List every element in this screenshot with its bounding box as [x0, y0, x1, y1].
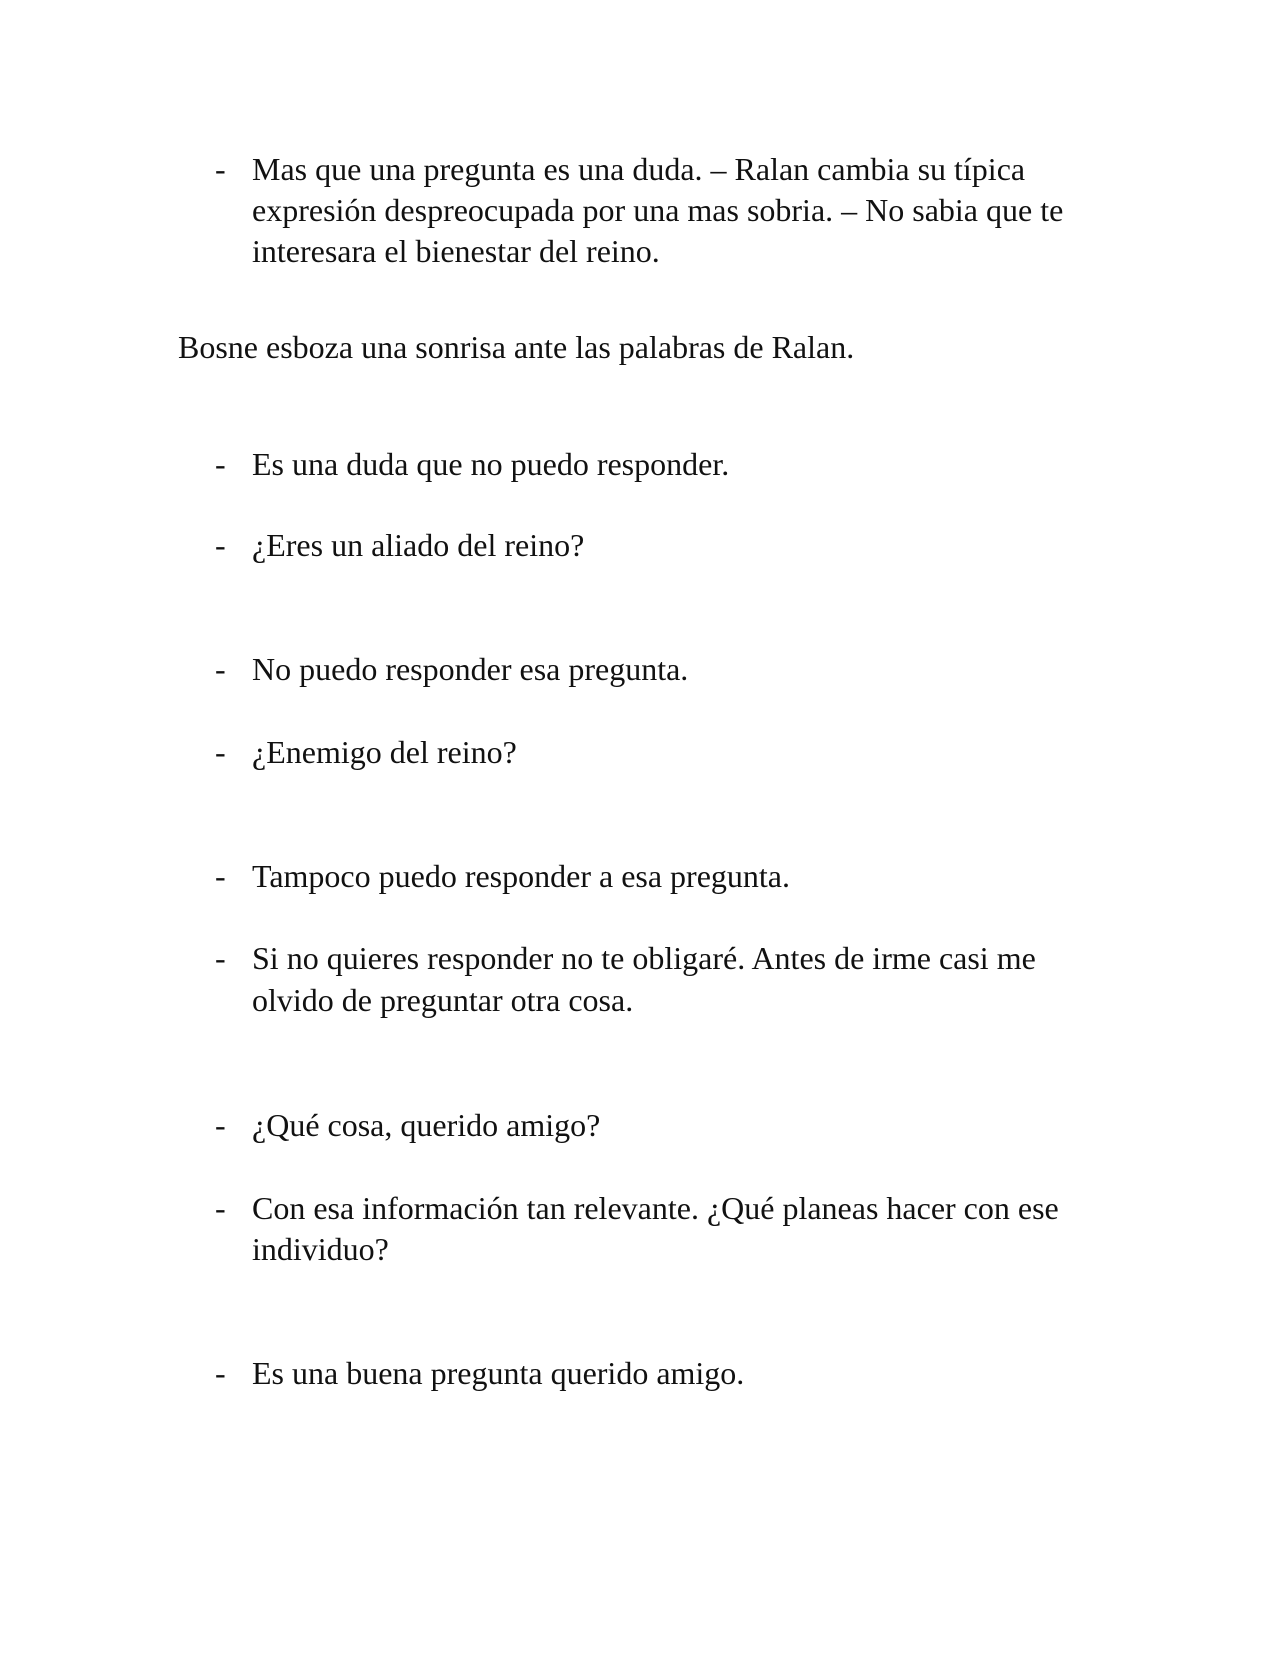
dialogue-line: Si no quieres responder no te obligaré. Antes de irme casi me [252, 940, 1036, 976]
dialogue-dash: - [215, 940, 226, 976]
dialogue-dash: - [215, 527, 226, 563]
dialogue-line: ¿Eres un aliado del reino? [252, 527, 585, 563]
dialogue-dash: - [215, 1190, 226, 1226]
dialogue-dash: - [215, 734, 226, 770]
dialogue-dash: - [215, 1107, 226, 1143]
dialogue-dash: - [215, 651, 226, 687]
dialogue-dash: - [215, 858, 226, 894]
dialogue-line: No puedo responder esa pregunta. [252, 651, 689, 687]
dialogue-line: Mas que una pregunta es una duda. – Ralan cambia su típica [252, 151, 1026, 187]
dialogue-line: ¿Enemigo del reino? [252, 734, 517, 770]
dialogue-line: Es una duda que no puedo responder. [252, 446, 730, 482]
dialogue-line: individuo? [252, 1231, 389, 1267]
dialogue-dash: - [215, 1355, 226, 1391]
dialogue-line: Tampoco puedo responder a esa pregunta. [252, 858, 790, 894]
dialogue-line: ¿Qué cosa, querido amigo? [252, 1107, 601, 1143]
dialogue-line: Con esa información tan relevante. ¿Qué planeas hacer con ese [252, 1190, 1059, 1226]
dialogue-line: olvido de preguntar otra cosa. [252, 982, 634, 1018]
dialogue-line: interesara el bienestar del reino. [252, 233, 660, 269]
dialogue-line: expresión despreocupada por una mas sobria. – No sabia que te [252, 192, 1064, 228]
dialogue-line: Es una buena pregunta querido amigo. [252, 1355, 745, 1391]
dialogue-dash: - [215, 446, 226, 482]
dialogue-dash: - [215, 151, 226, 187]
paragraph-line: Bosne esboza una sonrisa ante las palabras de Ralan. [178, 329, 855, 365]
